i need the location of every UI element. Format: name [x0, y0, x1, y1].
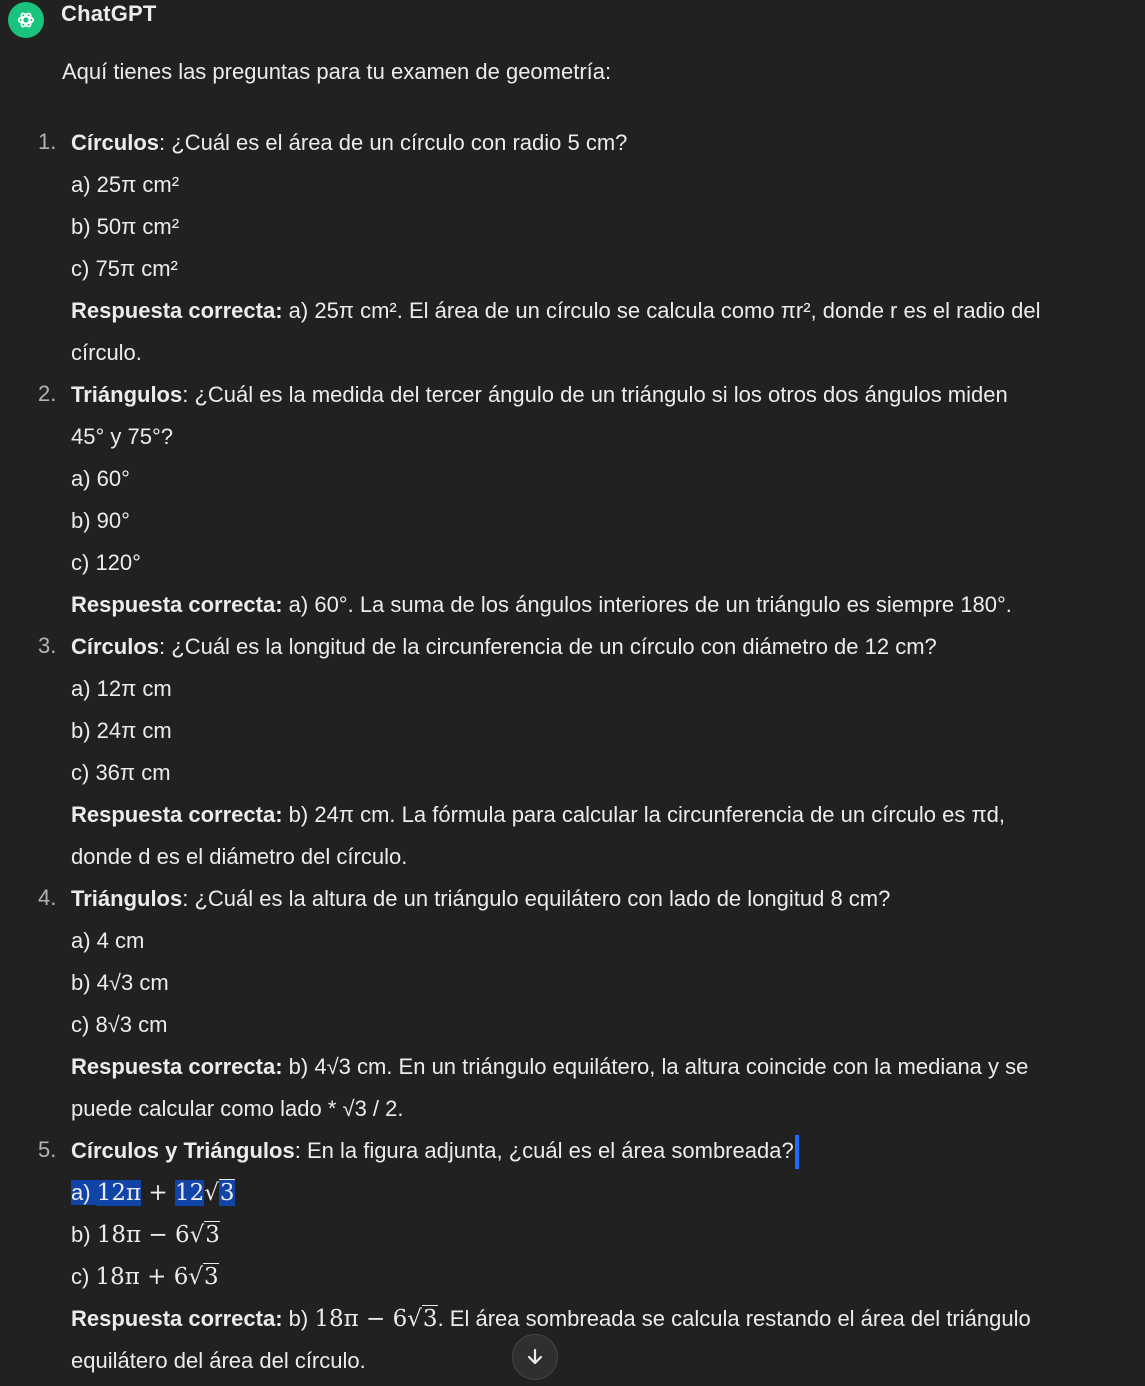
question-text: Círculos y Triángulos: En la figura adjunta, ¿cuál es el área sombreada?	[71, 1130, 1111, 1172]
option-a: a) 60°	[71, 466, 130, 491]
question-text: Triángulos: ¿Cuál es la medida del tercer ángulo de un triángulo si los otros dos ángulos miden	[71, 382, 1008, 407]
question-text: Círculos: ¿Cuál es el área de un círculo con radio 5 cm?	[71, 130, 628, 155]
answer-text: Respuesta correcta: b) 4√3 cm. En un triángulo equilátero, la altura coincide con la mediana y se	[71, 1054, 1029, 1079]
intro-text: Aquí tienes las preguntas para tu examen de geometría:	[62, 59, 612, 84]
answer-text: Respuesta correcta: a) 25π cm². El área de un círculo se calcula como πr², donde r es el radio del	[71, 298, 1041, 323]
answer-text: Respuesta correcta: b) 24π cm. La fórmula para calcular la circunferencia de un círculo es πd,	[71, 802, 1006, 827]
arrow-down-icon	[525, 1347, 545, 1367]
option-c: c) 120°	[71, 550, 141, 575]
option-a: a) 12π + 12√3	[71, 1180, 235, 1206]
option-a: a) 12π cm	[71, 676, 172, 701]
question-text: Círculos: ¿Cuál es la longitud de la circunferencia de un círculo con diámetro de 12 cm?	[71, 634, 937, 659]
answer-text: Respuesta correcta: a) 60°. La suma de los ángulos interiores de un triángulo es siempre 180°.	[71, 592, 1012, 617]
question-number: 4.	[38, 885, 57, 910]
answer-text-cont: puede calcular como lado * √3 / 2.	[71, 1096, 404, 1121]
option-b: b) 24π cm	[71, 718, 172, 743]
answer-text-cont: donde d es el diámetro del círculo.	[71, 844, 408, 869]
message-author	[8, 1, 157, 56]
question-number: 5.	[38, 1137, 57, 1162]
option-b: b) 90°	[71, 508, 130, 533]
question-number: 1.	[38, 129, 57, 154]
option-c: c) 75π cm²	[71, 256, 178, 281]
option-c: c) 8√3 cm	[71, 1012, 168, 1037]
question-number: 2.	[38, 381, 57, 406]
option-c: c) 18π + 6√3	[71, 1264, 219, 1290]
option-b: b) 4√3 cm	[71, 970, 169, 995]
question-number: 3.	[38, 633, 57, 658]
option-b: b) 50π cm²	[71, 214, 180, 239]
scroll-to-bottom-button[interactable]	[512, 1334, 558, 1380]
option-c: c) 36π cm	[71, 760, 171, 785]
option-a: a) 4 cm	[71, 928, 145, 953]
question-text: Triángulos: ¿Cuál es la altura de un triángulo equilátero con lado de longitud 8 cm?	[71, 886, 891, 911]
openai-logo-icon	[8, 2, 44, 38]
option-a: a) 25π cm²	[71, 172, 180, 197]
question-text-cont: 45° y 75°?	[71, 424, 173, 449]
answer-text: Respuesta correcta: b) 18π − 6√3. El área sombreada se calcula restando el área del triángulo	[71, 1306, 1031, 1332]
author-name: ChatGPT	[61, 1, 157, 26]
answer-text-cont: equilátero del área del círculo.	[71, 1348, 366, 1373]
answer-text-cont: círculo.	[71, 340, 142, 365]
text-cursor	[795, 1135, 799, 1169]
option-b: b) 18π − 6√3	[71, 1222, 220, 1248]
